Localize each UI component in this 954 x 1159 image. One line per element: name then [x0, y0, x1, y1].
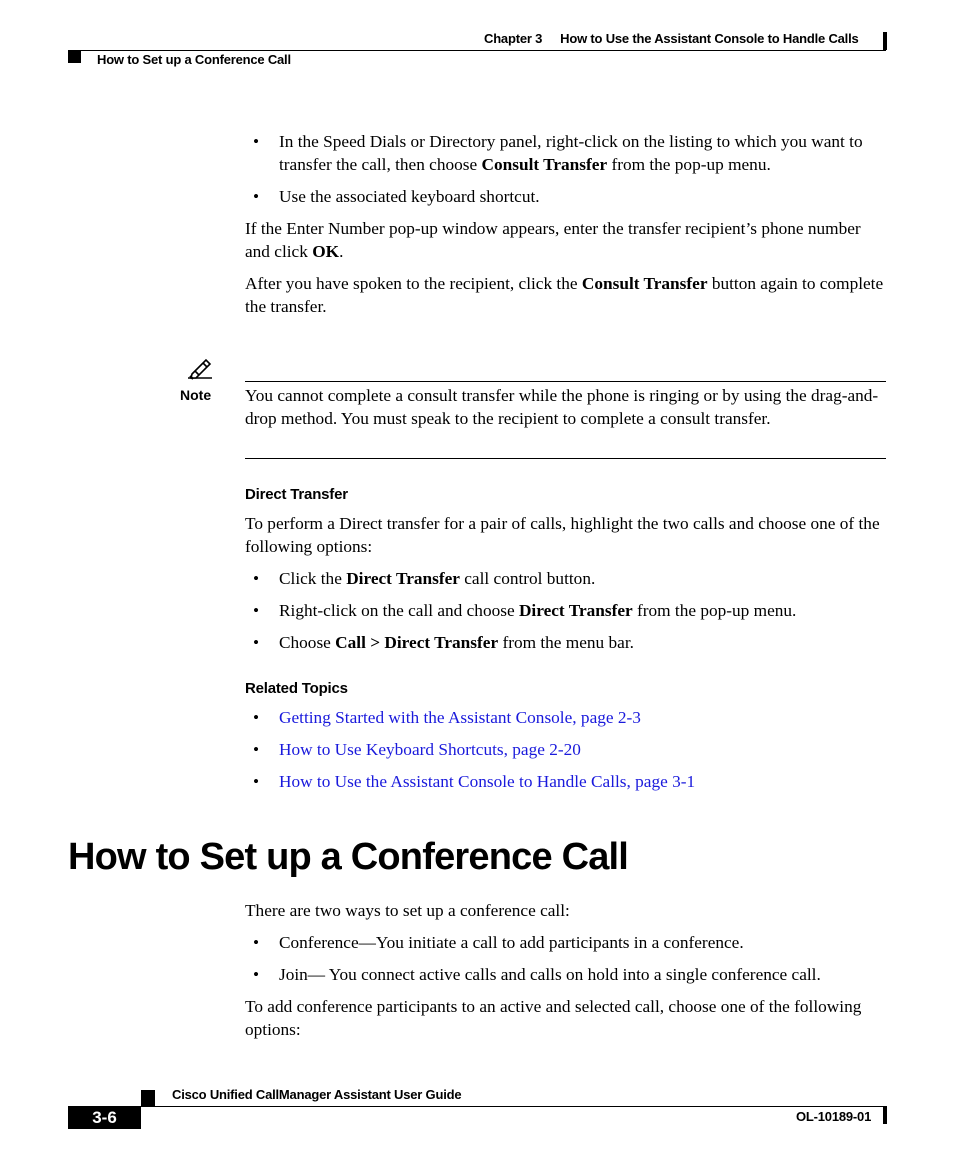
header-left-square [68, 50, 81, 63]
footer-guide-title: Cisco Unified CallManager Assistant User Guide [172, 1087, 462, 1102]
direct-transfer-heading: Direct Transfer [245, 486, 348, 503]
chapter-number: Chapter 3 [484, 31, 543, 46]
list-item: • In the Speed Dials or Directory panel, right-click on the listing to which you want to transfer the call, then choose Consult Transfer from the pop-up menu. [253, 132, 863, 174]
footer-doc-number: OL-10189-01 [796, 1109, 872, 1124]
related-links-list [245, 706, 887, 793]
list-item: • Right-click on the call and choose Direct Transfer from the pop-up menu. [253, 601, 797, 620]
list-item: • Click the Direct Transfer call control button. [253, 569, 596, 588]
direct-transfer-block [245, 512, 887, 663]
conference-bullet-list [245, 931, 887, 986]
pencil-note-icon [186, 356, 214, 380]
conference-intro: There are two ways to set up a conference call: [245, 901, 570, 920]
section-title: How to Set up a Conference Call [68, 836, 629, 878]
direct-transfer-intro: To perform a Direct transfer for a pair of calls, highlight the two calls and choose one of the following options: [245, 514, 880, 556]
list-item: • Choose Call > Direct Transfer from the menu bar. [253, 633, 634, 652]
consult-bullet-list [245, 130, 887, 208]
list-item: • Use the associated keyboard shortcut. [253, 187, 540, 206]
related-link-getting-started[interactable]: Getting Started with the Assistant Console, page 2-3 [279, 708, 641, 727]
note-rule-top [245, 381, 886, 382]
list-item: • Conference—You initiate a call to add participants in a conference. [253, 933, 744, 952]
conference-outro: To add conference participants to an active and selected call, choose one of the following options: [245, 997, 862, 1039]
note-label: Note [180, 387, 212, 403]
list-item: • Join— You connect active calls and calls on hold into a single conference call. [253, 965, 821, 984]
list-item: • How to Use the Assistant Console to Handle Calls, page 3-1 [253, 772, 696, 791]
chapter-title: How to Use the Assistant Console to Handle Calls [560, 31, 859, 46]
page-number: 3-6 [68, 1106, 141, 1129]
enter-number-paragraph: If the Enter Number pop-up window appears, enter the transfer recipient’s phone number and click OK. [245, 219, 861, 261]
list-item: • Getting Started with the Assistant Console, page 2-3 [253, 708, 641, 727]
footer-right-bar [883, 1106, 887, 1124]
conference-block [245, 899, 887, 1041]
header-rule [68, 50, 886, 51]
running-header-section: How to Set up a Conference Call [97, 52, 291, 67]
footer-square [141, 1090, 155, 1106]
consult-transfer-block [245, 130, 887, 318]
note-text: You cannot complete a consult transfer while the phone is ringing or by using the drag-and-drop method. You must speak to the recipient to complete a consult transfer. [245, 386, 879, 428]
footer-rule [141, 1106, 886, 1107]
related-topics-block [245, 706, 887, 802]
related-link-handle-calls[interactable]: How to Use the Assistant Console to Handle Calls, page 3-1 [279, 772, 696, 791]
running-header-chapter [484, 31, 859, 46]
related-topics-heading: Related Topics [245, 680, 348, 697]
header-right-bar [883, 32, 887, 50]
note-rule-bottom [245, 458, 886, 459]
list-item: • How to Use Keyboard Shortcuts, page 2-20 [253, 740, 581, 759]
direct-bullet-list [245, 567, 887, 654]
related-link-keyboard-shortcuts[interactable]: How to Use Keyboard Shortcuts, page 2-20 [279, 740, 581, 759]
complete-transfer-paragraph: After you have spoken to the recipient, click the Consult Transfer button again to complete the transfer. [245, 274, 884, 316]
